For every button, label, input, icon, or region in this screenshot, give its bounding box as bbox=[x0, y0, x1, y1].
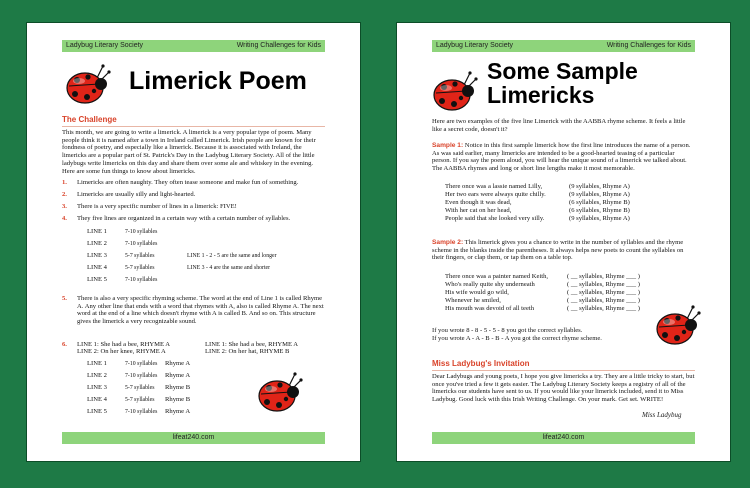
table-line-label: LINE 5 bbox=[87, 408, 107, 415]
intro-paragraph: This month, we are going to write a limerick. A limerick is a very popular type of poem. Many people think it is named after a town in Ireland called Limerick. Irish people are known for their fondness of poetry, and especially like a limerick. Because it is associated with Ireland, the limericks are a popular part of St. Patrick's Day in the Ladybug Literary Society. All of the little ladybugs write limericks on this day and share them over some ale and whiskey in the evening. Here are some fun things to know about limericks. bbox=[62, 129, 316, 175]
example-line: LINE 1: She had a bee, RHYME A bbox=[205, 341, 299, 348]
header-left: Ladybug Literary Society bbox=[436, 42, 514, 49]
ladybug-icon bbox=[255, 368, 303, 412]
sample2-text: This limerick gives you a chance to write in the number of syllables and the rhyme scheme in the blanks inside the parentheses. It always helps new poets to count the syllables on their fingers, or clap them, or tap them on a table top. bbox=[432, 239, 684, 262]
header-band bbox=[62, 40, 325, 52]
poem-line: Her two ears were always quite chilly. bbox=[445, 191, 546, 198]
list-item: Limericks are usually silly and light-hearted. bbox=[77, 191, 196, 198]
poem-note: (6 syllables, Rhyme B) bbox=[569, 207, 630, 214]
item-number: 1. bbox=[62, 179, 67, 186]
table-syllables: 7-10 syllables bbox=[125, 241, 158, 247]
page-title: Limerick Poem bbox=[129, 67, 307, 95]
poem-blank: ( __ syllables, Rhyme ___ ) bbox=[567, 305, 640, 312]
table-rhyme: Rhyme A bbox=[165, 408, 191, 415]
table-line-label: LINE 1 bbox=[87, 360, 107, 367]
poem-blank: ( __ syllables, Rhyme ___ ) bbox=[567, 281, 640, 288]
intro-paragraph: Here are two examples of the five line Limerick with the AABBA rhyme scheme. It feels a little like a secret code, doesn't it? bbox=[432, 118, 686, 133]
table-syllables: 5-7 syllables bbox=[125, 265, 155, 271]
list-item: There is also a very specific rhyming scheme. The word at the end of Line 1 is called Rhyme A. Any other line that ends with a word that rhymes with A, also is called Rhyme A. The next word at the end of a line which doesn't rhyme with A is called B. And so on. This structure gives the limerick a very recognizable sound. bbox=[77, 295, 324, 326]
ladybug-icon bbox=[63, 60, 111, 104]
section-heading-challenge: The Challenge bbox=[62, 115, 117, 124]
item-number: 6. bbox=[62, 341, 67, 348]
header-right: Writing Challenges for Kids bbox=[236, 42, 321, 49]
table-syllables: 5-7 syllables bbox=[125, 385, 155, 391]
item-number: 3. bbox=[62, 203, 67, 210]
list-item: They five lines are organized in a certain way with a certain number of syllables. bbox=[77, 215, 291, 222]
poem-line: There once was a lassie named Lilly, bbox=[445, 183, 543, 190]
right-page bbox=[396, 22, 731, 462]
sample2-paragraph bbox=[432, 239, 695, 262]
footer-band: lifeat240.com bbox=[432, 432, 695, 444]
section-divider bbox=[62, 126, 325, 127]
footer-band: lifeat240.com bbox=[62, 432, 325, 444]
poem-line: Whenever he smiled, bbox=[445, 297, 501, 304]
ladybug-icon bbox=[430, 67, 478, 111]
left-page bbox=[26, 22, 361, 462]
item-number: 4. bbox=[62, 215, 67, 222]
table-rhyme: Rhyme B bbox=[165, 384, 191, 391]
table-rhyme: Rhyme A bbox=[165, 372, 191, 379]
poem-note: (9 syllables, Rhyme A) bbox=[569, 191, 630, 198]
list-item: There is a very specific number of lines in a limerick: FIVE! bbox=[77, 203, 237, 210]
page-title: Some Sample Limericks bbox=[487, 58, 638, 108]
table-syllables: 5-7 syllables bbox=[125, 397, 155, 403]
table-line-label: LINE 4 bbox=[87, 264, 107, 271]
table-syllables: 7-10 syllables bbox=[125, 361, 158, 367]
section-heading-invitation: Miss Ladybug's Invitation bbox=[432, 359, 530, 368]
answer-line: If you wrote A - A - B - B - A you got the correct rhyme scheme. bbox=[432, 335, 602, 342]
table-syllables: 7-10 syllables bbox=[125, 373, 158, 379]
syllable-note: LINE 1 - 2 - 5 are the same and longer bbox=[187, 253, 277, 259]
poem-line: People said that she looked very silly. bbox=[445, 215, 545, 222]
poem-line: His mouth was devoid of all teeth bbox=[445, 305, 534, 312]
table-syllables: 7-10 syllables bbox=[125, 229, 158, 235]
sample1-paragraph bbox=[432, 142, 695, 173]
answer-line: If you wrote 8 - 8 - 5 - 5 - 8 you got the correct syllables. bbox=[432, 327, 583, 334]
poem-blank: ( __ syllables, Rhyme ___ ) bbox=[567, 297, 640, 304]
sample1-text: Notice in this first sample limerick how the first line introduces the name of a person. As was said earlier, many limericks are intended to be a good-hearted teasing of a particular person. If you say the poem aloud, you will hear the unique sound of a limerick we talked about. The AABBA rhymes and long or short line lengths make it most memorable. bbox=[432, 142, 691, 173]
poem-line: His wife would go wild, bbox=[445, 289, 509, 296]
invitation-paragraph: Dear Ladybugs and young poets, I hope you give limericks a try. They are a little tricky to start, but once you've tried a few it gets easier. The Ladybug Literary Society keeps a registry of all of the limericks our students have sent to us. If you would like your limerick included, send it to Miss Ladybug. Good luck with this Irish Writing Challenge. On your mark. Get set. WRITE! bbox=[432, 373, 695, 404]
example-line: LINE 2: On her hat, RHYME B bbox=[205, 348, 290, 355]
table-line-label: LINE 3 bbox=[87, 384, 107, 391]
poem-note: (6 syllables, Rhyme B) bbox=[569, 199, 630, 206]
table-syllables: 5-7 syllables bbox=[125, 253, 155, 259]
table-line-label: LINE 4 bbox=[87, 396, 107, 403]
poem-line: Even though it was dead, bbox=[445, 199, 512, 206]
table-syllables: 7-10 syllables bbox=[125, 409, 158, 415]
sample2-label: Sample 2: bbox=[432, 239, 464, 246]
item-number: 5. bbox=[62, 295, 67, 302]
poem-note: (9 syllables, Rhyme A) bbox=[569, 215, 630, 222]
table-rhyme: Rhyme A bbox=[165, 360, 191, 367]
header-band bbox=[432, 40, 695, 52]
poem-blank: ( __ syllables, Rhyme ___ ) bbox=[567, 273, 640, 280]
syllable-note: LINE 3 - 4 are the same and shorter bbox=[187, 265, 271, 271]
table-syllables: 7-10 syllables bbox=[125, 277, 158, 283]
list-item: Limericks are often naughty. They often tease someone and make fun of something. bbox=[77, 179, 299, 186]
poem-note: (9 syllables, Rhyme A) bbox=[569, 183, 630, 190]
ladybug-icon bbox=[653, 301, 701, 345]
poem-line: With her cat on her head, bbox=[445, 207, 512, 214]
section-divider bbox=[432, 370, 695, 371]
table-rhyme: Rhyme B bbox=[165, 396, 191, 403]
table-line-label: LINE 3 bbox=[87, 252, 107, 259]
item-number: 2. bbox=[62, 191, 67, 198]
sample1-label: Sample 1: bbox=[432, 142, 464, 149]
header-right: Writing Challenges for Kids bbox=[606, 42, 691, 49]
table-line-label: LINE 2 bbox=[87, 372, 107, 379]
poem-blank: ( __ syllables, Rhyme ___ ) bbox=[567, 289, 640, 296]
table-line-label: LINE 1 bbox=[87, 228, 107, 235]
poem-line: There once was a painter named Keith, bbox=[445, 273, 549, 280]
example-line: LINE 2: On her knee, RHYME A bbox=[77, 348, 166, 355]
example-line: LINE 1: She had a bee, RHYME A bbox=[77, 341, 171, 348]
poem-line: Who's really quite shy underneath bbox=[445, 281, 535, 288]
header-left: Ladybug Literary Society bbox=[66, 42, 144, 49]
signature: Miss Ladybug bbox=[642, 411, 682, 419]
table-line-label: LINE 5 bbox=[87, 276, 107, 283]
table-line-label: LINE 2 bbox=[87, 240, 107, 247]
